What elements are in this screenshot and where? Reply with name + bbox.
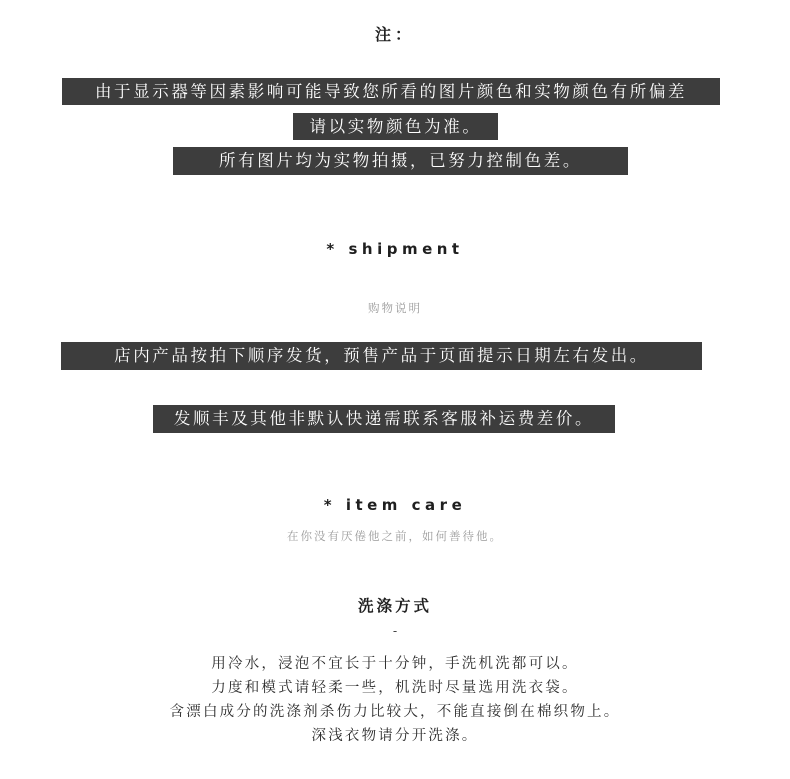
care-instruction-line: 用冷水，浸泡不宜长于十分钟，手洗机洗都可以。 (211, 656, 579, 672)
shipment-bar-courier (153, 405, 615, 433)
note-title: 注： (374, 25, 415, 44)
notice-bar-real-photos (173, 147, 628, 175)
shipment-bar-text: 发顺丰及其他非默认快递需联系客服补运费差价。 (173, 409, 595, 428)
notice-bar-text: 所有图片均为实物拍摄，已努力控制色差。 (219, 151, 582, 170)
shipment-subtitle: 购物说明 (368, 301, 422, 315)
shipment-bar-order (61, 342, 702, 370)
wash-method-title: 洗涤方式 (357, 597, 432, 615)
care-instruction-line: 含漂白成分的洗涤剂杀伤力比较大，不能直接倒在棉织物上。 (169, 704, 621, 720)
item-care-heading: * item care (323, 496, 467, 514)
shipment-bar-text: 店内产品按拍下顺序发货，预售产品于页面提示日期左右发出。 (114, 346, 649, 365)
shipment-heading: * shipment (326, 240, 464, 258)
wash-method-divider: - (392, 624, 398, 638)
notice-bar-text: 由于显示器等因素影响可能导致您所看的图片颜色和实物颜色有所偏差 (94, 82, 688, 101)
item-care-subtitle: 在你没有厌倦他之前，如何善待他。 (287, 529, 503, 543)
care-instruction-line: 深浅衣物请分开洗涤。 (311, 728, 479, 744)
notice-bar-color-difference (62, 78, 720, 105)
notice-bar-text: 请以实物颜色为准。 (309, 117, 482, 136)
care-instruction-line: 力度和模式请轻柔一些，机洗时尽量选用洗衣袋。 (211, 680, 579, 696)
notice-bar-real-color (293, 113, 498, 140)
